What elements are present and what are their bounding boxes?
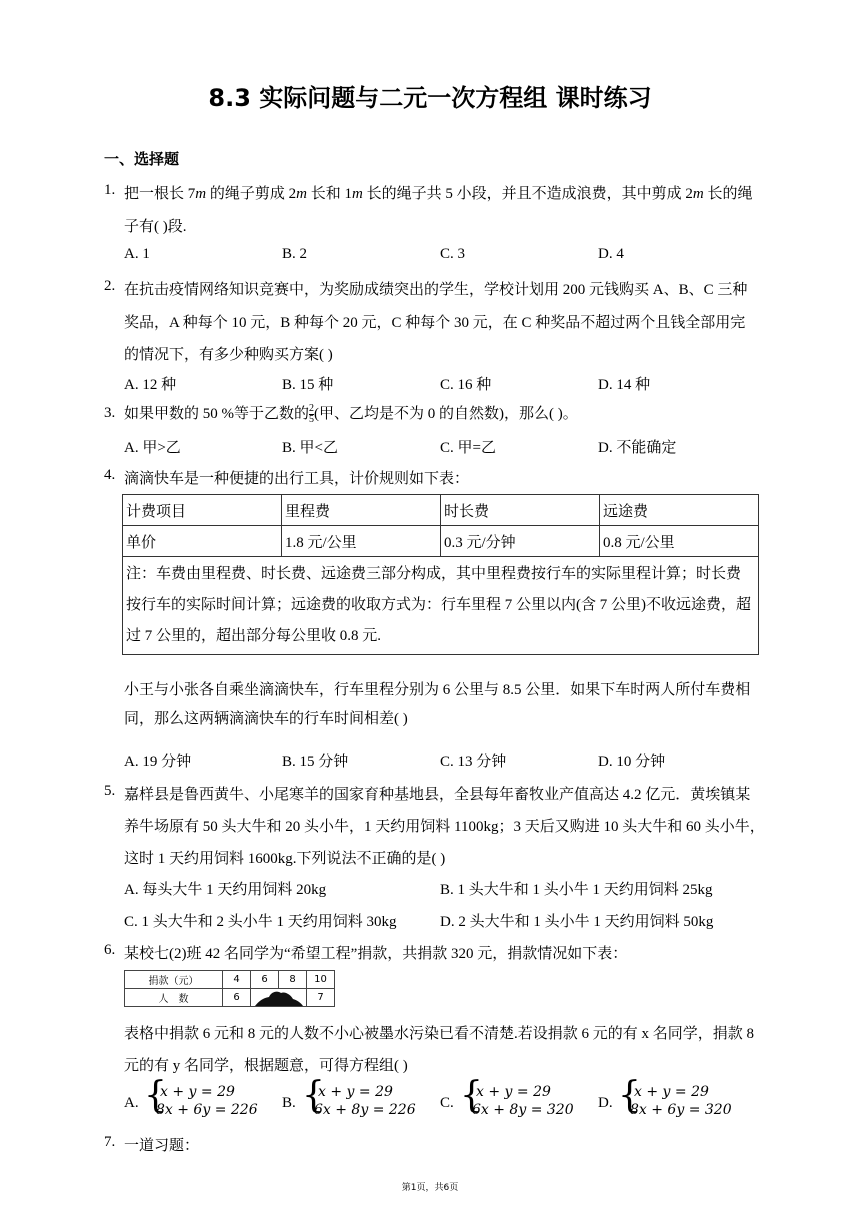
table-cell: 捐款（元） bbox=[125, 971, 223, 989]
question-text: 在抗击疫情网络知识竞赛中，为奖励成绩突出的学生，学校计划用 200 元钱购买 A、B、C 三种 bbox=[124, 282, 748, 298]
question-text: 如果甲数的 50 %等于乙数的 $\frac{2}{5}$ (甲、乙均是不为 0 的自然数)，那么( )。 bbox=[124, 403, 578, 426]
fee-table bbox=[122, 494, 759, 655]
option-c: C. 13 分钟 bbox=[440, 754, 507, 770]
question-text: 养牛场原有 50 头大牛和 20 头小牛，1 天约用饲料 1100kg；3 天后又购进 10 头大牛和 60 头小牛， bbox=[124, 819, 765, 835]
table-cell: 0.8 元/公里 bbox=[600, 526, 759, 557]
question-text: 奖品，A 种每个 10 元，B 种每个 20 元，C 种每个 30 元，在 C 种奖品不超过两个且钱全部用完 bbox=[124, 315, 746, 331]
option-a: A. 每头大牛 1 天约用饲料 20kg bbox=[124, 882, 327, 898]
question-text: 把一根长 7m 的绳子剪成 2m 长和 1m 长的绳子共 5 小段，并且不造成浪费，其中剪成 2m 长的绳 bbox=[124, 186, 753, 202]
table-cell: 1.8 元/公里 bbox=[282, 526, 441, 557]
option-d: D. 14 种 bbox=[598, 377, 651, 393]
page-footer: 第1页，共6页 bbox=[401, 1183, 459, 1193]
table-note: 注：车费由里程费、时长费、远途费三部分构成，其中里程费按行车的实际里程计算；时长费 按行车的实际时间计算；远途费的收取方式为：行车里程 7 公里以内(含 7 公里)不收远途费，超 过 7 公里的，超出部分每公里收 0.8 元. bbox=[123, 557, 759, 655]
question-number: 4. bbox=[104, 467, 116, 483]
fraction: $\frac{2}{5}$ bbox=[309, 403, 314, 426]
option-c: C. 16 种 bbox=[440, 377, 492, 393]
question-text: 元的有 y 名同学，根据题意，可得方程组( ) bbox=[124, 1058, 408, 1074]
table-header: 计费项目 bbox=[123, 495, 282, 526]
question-number: 2. bbox=[104, 278, 116, 294]
option-b: B. 15 种 bbox=[282, 377, 334, 393]
donation-table bbox=[124, 970, 335, 1007]
option-d-label: D. bbox=[598, 1095, 613, 1111]
question-text: 子有( )段. bbox=[124, 219, 187, 235]
table-cell: 7 bbox=[307, 989, 335, 1007]
ink-stain bbox=[251, 989, 307, 1007]
option-a-label: A. bbox=[124, 1095, 139, 1111]
table-header: 里程费 bbox=[282, 495, 441, 526]
option-a: A. 1 bbox=[124, 246, 150, 262]
question-number: 1. bbox=[104, 182, 116, 198]
table-cell: 6 bbox=[223, 989, 251, 1007]
option-d: D. 2 头大牛和 1 头小牛 1 天约用饲料 50kg bbox=[440, 914, 714, 930]
option-d: D. 4 bbox=[598, 246, 624, 262]
question-text: 一道习题： bbox=[124, 1138, 200, 1154]
document-page: 8.3 实际问题与二元一次方程组 课时练习 一、选择题 1. 把一根长 7m 的绳子剪成 2m 长和 1m 长的绳子共 5 小段，并且不造成浪费，其中剪成 2m 长的绳 子有( )段. A. 1 B. 2 C. 3 D. 4 2. 在抗击疫情网络知识竞赛中，为奖励成绩突出的学生，学校计划用 200 元钱购买 A、B、C 三种 奖品，A 种每个 10 元，B 种每个 20 元，C 种每个 30 元，在 C 种奖品不超过两个且钱全部用完 的情况下，有多少种购买方案( ) A. 12 种 B. 15 种 C. 16 种 D. 14 种 3. 如果甲数的 50 %等于乙数的 $\frac{2}{5}$ (甲、乙均是不为 0 的自然数)，那么( )。 A. 甲>乙 B. 甲<乙 C. 甲=乙 D. 不能确定 4. 滴滴快车是一种便捷的出行工具，计价规则如下表： 计费项目 里程费 时长费 远途费 单价 1.8 元/公里 0.3 元/分钟 0.8 元/公里 注：车费由里程费、时长费、远途费三部分构成，其中里程费按行车的实际里程计算；时长费 按行车的实际时间计算；远途费的收取方式为：行车里程 7 公里以内(含 7 公里)不收远途费，超 过 7 公里的，超出部分每公里收 0.8 元. 小王与小张各自乘坐滴滴快车，行车里程分别为 6 公里与 8.5 公里．如果下车时两人所付车费相 同，那么这两辆滴滴快车的行车时间相差( ) A. 19 分钟 B. 15 分钟 C. 13 分钟 D. 10 分钟 5. 嘉样县是鲁西黄牛、小尾寒羊的国家育种基地县，全县每年畜牧业产值高达 4.2 亿元．黄埃镇某 养牛场原有 50 头大牛和 20 头小牛，1 天约用饲料 1100kg；3 天后又购进 10 头大牛和 60 头小牛， 这时 1 天约用饲料 1600kg.下列说法不正确的是( ) A. 每头大牛 1 天约用饲料 20kg B. 1 头大牛和 1 头小牛 1 天约用饲料 25kg C. 1 头大牛和 2 头小牛 1 天约用饲料 30kg D. 2 头大牛和 1 头小牛 1 天约用饲料 50kg 6. 某校七(2)班 42 名同学为“希望工程”捐款，共捐款 320 元，捐款情况如下表： 捐款（元） 4 6 8 10 人 数 6 7 表格中捐款 6 元和 8 元的人数不小心被墨水污染已看不清楚.若设捐款 6 元的有 x 名同学，捐款 8 元的有 y 名同学，根据题意，可得方程组( ) A. { x + y = 29 8x + 6y = 226 B. { x + y = 29 6x + 8y = 226 C. { x + y = 29 6x + 8y = 320 D. { x + y = 29 8x + 6y = 320 7. 一道习题： 第1页，共6页 bbox=[0, 0, 860, 1216]
option-a: A. 19 分钟 bbox=[124, 754, 192, 770]
option-c: C. 甲=乙 bbox=[440, 440, 496, 456]
option-d: D. 10 分钟 bbox=[598, 754, 666, 770]
option-c: C. 1 头大牛和 2 头小牛 1 天约用饲料 30kg bbox=[124, 914, 397, 930]
table-cell: 10 bbox=[307, 971, 335, 989]
table-cell: 6 bbox=[251, 971, 279, 989]
question-text: 的情况下，有多少种购买方案( ) bbox=[124, 347, 333, 363]
question-text: 小王与小张各自乘坐滴滴快车，行车里程分别为 6 公里与 8.5 公里．如果下车时两人所付车费相 bbox=[124, 682, 751, 698]
page-title: 8.3 实际问题与二元一次方程组 课时练习 bbox=[208, 84, 652, 112]
option-c-label: C. bbox=[440, 1095, 454, 1111]
option-b: B. 1 头大牛和 1 头小牛 1 天约用饲料 25kg bbox=[440, 882, 713, 898]
table-cell: 0.3 元/分钟 bbox=[441, 526, 600, 557]
question-text: 某校七(2)班 42 名同学为“希望工程”捐款，共捐款 320 元，捐款情况如下表： bbox=[124, 946, 628, 962]
question-text: 这时 1 天约用饲料 1600kg.下列说法不正确的是( ) bbox=[124, 851, 446, 867]
option-a: A. 甲>乙 bbox=[124, 440, 181, 456]
question-number: 7. bbox=[104, 1134, 116, 1150]
table-cell: 单价 bbox=[123, 526, 282, 557]
table-header: 时长费 bbox=[441, 495, 600, 526]
table-cell: 8 bbox=[279, 971, 307, 989]
section-heading: 一、选择题 bbox=[104, 150, 180, 168]
option-b: B. 甲<乙 bbox=[282, 440, 338, 456]
option-a: A. 12 种 bbox=[124, 377, 177, 393]
question-text: 滴滴快车是一种便捷的出行工具，计价规则如下表： bbox=[124, 471, 470, 487]
table-cell: 4 bbox=[223, 971, 251, 989]
option-b: B. 2 bbox=[282, 246, 308, 262]
question-text: 表格中捐款 6 元和 8 元的人数不小心被墨水污染已看不清楚.若设捐款 6 元的有 x 名同学，捐款 8 bbox=[124, 1026, 755, 1042]
question-text: 同，那么这两辆滴滴快车的行车时间相差( ) bbox=[124, 711, 408, 727]
question-number: 5. bbox=[104, 783, 116, 799]
option-c: C. 3 bbox=[440, 246, 466, 262]
question-number: 3. bbox=[104, 405, 116, 421]
option-b-label: B. bbox=[282, 1095, 296, 1111]
question-text: 嘉样县是鲁西黄牛、小尾寒羊的国家育种基地县，全县每年畜牧业产值高达 4.2 亿元．黄埃镇某 bbox=[124, 787, 751, 803]
option-d: D. 不能确定 bbox=[598, 440, 677, 456]
ink-blot-image bbox=[251, 989, 305, 1006]
table-header: 远途费 bbox=[600, 495, 759, 526]
table-cell: 人 数 bbox=[125, 989, 223, 1007]
option-b: B. 15 分钟 bbox=[282, 754, 349, 770]
question-number: 6. bbox=[104, 942, 116, 958]
